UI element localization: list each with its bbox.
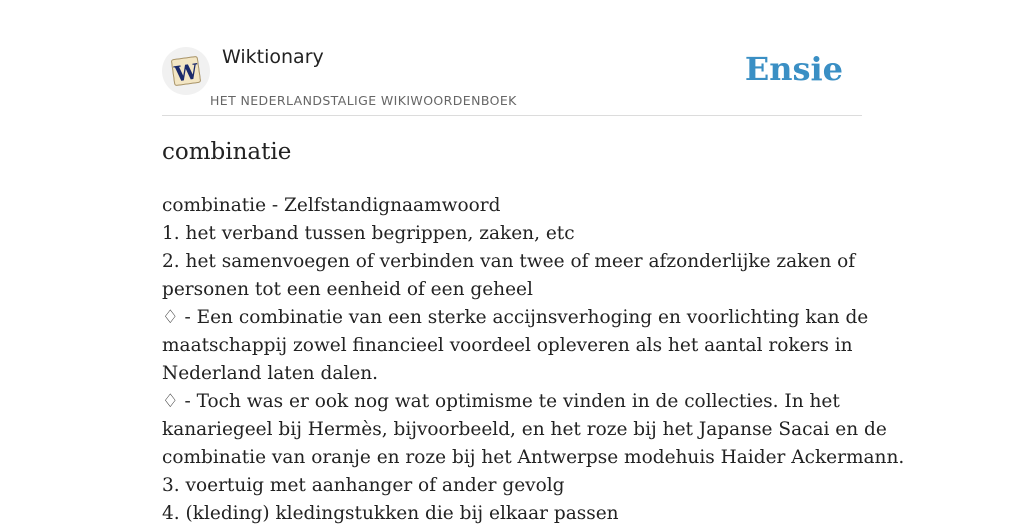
- example-line: ♢ - Een combinatie van een sterke accijnsverhoging en voorlichting kan de: [162, 307, 869, 328]
- definition-line: 2. het samenvoegen of verbinden van twee of meer afzonderlijke zaken of: [162, 251, 856, 272]
- example-line: ♢ - Toch was er ook nog wat optimisme te vinden in de collecties. In het: [162, 391, 840, 412]
- example-line: Nederland laten dalen.: [162, 363, 379, 384]
- page-title: combinatie: [162, 139, 292, 165]
- example-line: maatschappij zowel financieel voordeel opleveren als het aantal rokers in: [162, 335, 853, 356]
- example-line: kanariegeel bij Hermès, bijvoorbeeld, en het roze bij het Japanse Sacai en de: [162, 419, 887, 440]
- definition-line: 3. voertuig met aanhanger of ander gevolg: [162, 475, 565, 496]
- w-tile-icon: [168, 53, 204, 89]
- site-tagline: HET NEDERLANDSTALIGE WIKIWOORDENBOEK: [210, 93, 517, 108]
- site-name[interactable]: Wiktionary: [222, 46, 324, 68]
- entry-heading-line: combinatie - Zelfstandignaamwoord: [162, 195, 501, 216]
- wiktionary-logo-icon[interactable]: [162, 47, 210, 95]
- example-line: combinatie van oranje en roze bij het Antwerpse modehuis Haider Ackermann.: [162, 447, 905, 468]
- definition-line: 1. het verband tussen begrippen, zaken, etc: [162, 223, 575, 244]
- site-header: [162, 0, 862, 116]
- definition-line: personen tot een eenheid of een geheel: [162, 279, 533, 300]
- definition-line: 4. (kleding) kledingstukken die bij elkaar passen: [162, 503, 619, 524]
- svg-text:W: W: [172, 58, 200, 87]
- ensie-brand-logo[interactable]: Ensie: [744, 50, 843, 88]
- entry-content: [162, 192, 905, 528]
